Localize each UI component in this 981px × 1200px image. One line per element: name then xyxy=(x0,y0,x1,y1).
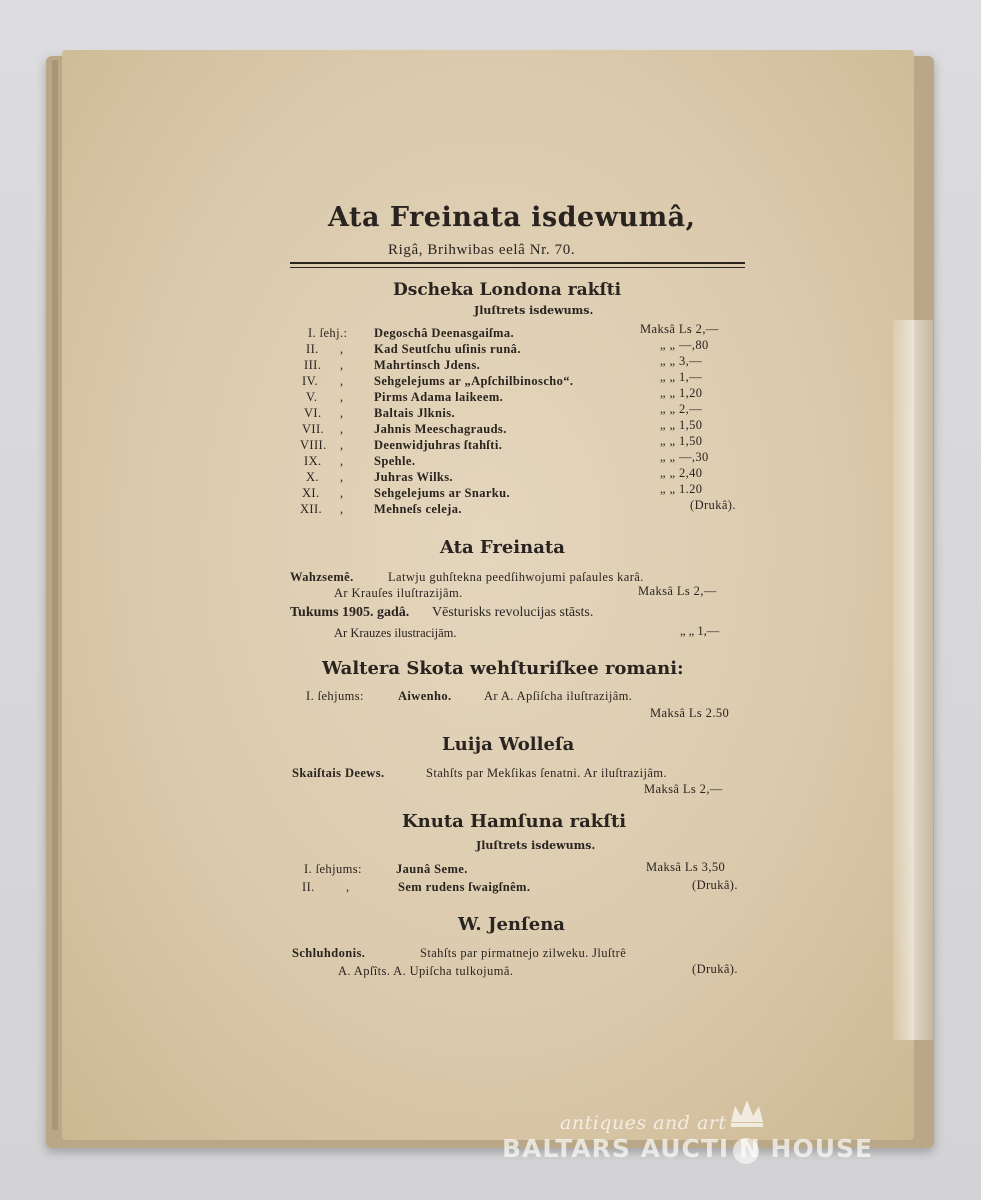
header-rule-bottom xyxy=(290,267,745,268)
list-item-price: „ „ 1,50 xyxy=(660,434,703,448)
list-item-roman: VIII. xyxy=(300,438,327,452)
freinat-book2-desc: Vēsturisks revolucijas stāsts. xyxy=(432,605,594,620)
list-item-roman: IV. xyxy=(302,374,318,388)
list-item-ditto: , xyxy=(340,406,344,420)
crown-logo-icon xyxy=(727,1098,767,1134)
list-item-roman: II. xyxy=(306,342,319,356)
list-item-roman: XII. xyxy=(300,502,323,516)
list-item-roman: I. ſehj.: xyxy=(308,326,348,340)
list-item-ditto: , xyxy=(340,438,344,452)
list-item-price: (Drukâ). xyxy=(692,878,738,892)
list-item-title: Mehneſs celeja. xyxy=(374,502,462,516)
list-item-title: Sem rudens ſwaigſnêm. xyxy=(398,880,531,894)
list-item-title: Kad Seutſchu uſinis runâ. xyxy=(374,342,521,356)
list-item-price: „ „ 1,50 xyxy=(660,418,703,432)
jensen-book-desc: Stahſts par pirmatnejo zilweku. Jluſtrê xyxy=(420,946,627,960)
scott-book-title: Aiwenho. xyxy=(398,689,452,703)
list-item-ditto: , xyxy=(340,422,344,436)
list-item-roman: III. xyxy=(304,358,322,372)
watermark-tagline: antiques and art xyxy=(560,1112,727,1134)
freinat-book2-illus: Ar Krauzes ilustracijām. xyxy=(334,626,457,640)
jensen-book-status: (Drukâ). xyxy=(692,962,738,976)
jensen-book-title: Schluhdonis. xyxy=(292,946,366,960)
list-item-price: „ „ 1,20 xyxy=(660,386,703,400)
list-item-title: Spehle. xyxy=(374,454,416,468)
header-rule-top xyxy=(290,262,745,264)
hamsun-section-subtitle: Jluſtrets isdewums. xyxy=(476,839,596,852)
list-item-price: „ „ 1.20 xyxy=(660,482,703,496)
scott-volume: I. ſehjums: xyxy=(306,689,364,703)
scott-illus: Ar A. Apſiſcha iluſtrazijâm. xyxy=(484,689,633,703)
list-item-ditto: , xyxy=(346,880,350,894)
publisher-address: Rigâ, Brihwibas eelâ Nr. 70. xyxy=(388,242,576,258)
list-item-title: Degoschâ Deenasgaiſma. xyxy=(374,326,515,340)
list-item-ditto: , xyxy=(340,470,344,484)
scott-price: Maksâ Ls 2.50 xyxy=(650,706,730,720)
wallace-book-desc: Stahſts par Mekſikas ſenatni. Ar iluſtrazijâm. xyxy=(426,766,667,780)
freinat-book1-price: Maksâ Ls 2,— xyxy=(638,584,717,598)
list-item-roman: IX. xyxy=(304,454,322,468)
list-item-title: Juhras Wilks. xyxy=(374,470,454,484)
list-item-price: „ „ 2,— xyxy=(660,402,703,416)
list-item-ditto: , xyxy=(340,486,344,500)
list-item-title: Baltais Jlknis. xyxy=(374,406,456,420)
list-item-ditto: , xyxy=(340,342,344,356)
list-item-title: Jahnis Meeschagrauds. xyxy=(374,422,507,436)
list-item-roman: II. xyxy=(302,880,315,894)
list-item-price: (Drukâ). xyxy=(690,498,736,512)
freinat-book1-title: Wahzsemê. xyxy=(290,570,354,584)
list-item-price: „ „ 3,— xyxy=(660,354,703,368)
list-item-ditto: , xyxy=(340,374,344,388)
list-item-roman: XI. xyxy=(302,486,320,500)
freinat-book2-price: „ „ 1,— xyxy=(680,624,720,638)
wallace-section-title: Luija Wolleſa xyxy=(442,734,575,755)
publisher-title: Ata Freinata isdewumâ, xyxy=(328,202,696,233)
list-item-price: „ „ —,80 xyxy=(660,338,709,352)
list-item-price: „ „ 1,— xyxy=(660,370,703,384)
freinat-section-title: Ata Freinata xyxy=(440,537,565,558)
list-item-price: „ „ —,30 xyxy=(660,450,709,464)
watermark-brand: BALTARS AUCTI N HOUSE xyxy=(502,1134,874,1163)
london-section-title: Dscheka Londona rakſti xyxy=(393,280,622,300)
wallace-price: Maksâ Ls 2,— xyxy=(644,782,723,796)
freinat-book1-desc: Latwju guhſtekna peedſihwojumi paſaules karâ. xyxy=(388,570,644,584)
jensen-section-title: W. Jenſena xyxy=(458,914,565,935)
list-item-title: Jaunâ Seme. xyxy=(396,862,468,876)
list-item-roman: VII. xyxy=(302,422,325,436)
list-item-roman: X. xyxy=(306,470,319,484)
list-item-ditto: , xyxy=(340,502,344,516)
list-item-price: „ „ 2,40 xyxy=(660,466,703,480)
list-item-roman: I. ſehjums: xyxy=(304,862,362,876)
list-item-title: Pirms Adama laikeem. xyxy=(374,390,504,404)
jensen-book-line2: A. Apſîts. A. Upiſcha tulkojumâ. xyxy=(338,964,514,978)
list-item-title: Mahrtinsch Jdens. xyxy=(374,358,481,372)
freinat-book1-illus: Ar Krauſes iluſtrazijâm. xyxy=(334,586,463,600)
list-item-ditto: , xyxy=(340,454,344,468)
list-item-ditto: , xyxy=(340,390,344,404)
list-item-price: Maksâ Ls 2,— xyxy=(640,322,719,336)
scott-section-title: Waltera Skota wehſturiſkee romani: xyxy=(322,658,684,679)
list-item-title: Sehgelejums ar „Apſchilbinoscho“. xyxy=(374,374,574,388)
list-item-title: Sehgelejums ar Snarku. xyxy=(374,486,511,500)
london-section-subtitle: Jluſtrets isdewums. xyxy=(474,304,594,317)
wallace-book-title: Skaiſtais Deews. xyxy=(292,766,385,780)
list-item-roman: V. xyxy=(306,390,318,404)
hamsun-section-title: Knuta Hamſuna rakſti xyxy=(402,811,627,832)
list-item-price: Maksâ Ls 3,50 xyxy=(646,860,726,874)
tape-strip xyxy=(893,320,933,1040)
list-item-roman: VI. xyxy=(304,406,322,420)
list-item-ditto: , xyxy=(340,358,344,372)
freinat-book2-title: Tukums 1905. gadâ. xyxy=(290,605,410,620)
list-item-title: Deenwidjuhras ſtahſti. xyxy=(374,438,503,452)
